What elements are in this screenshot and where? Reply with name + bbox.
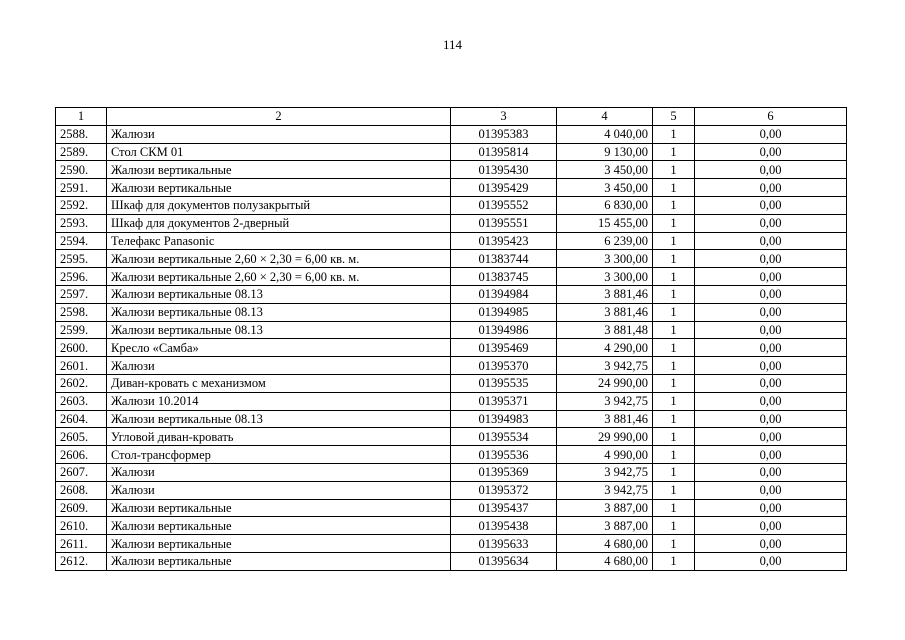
price-cell: 24 990,00 bbox=[557, 374, 653, 392]
inventory-code-cell: 01395552 bbox=[451, 196, 557, 214]
inventory-code-cell: 01394983 bbox=[451, 410, 557, 428]
quantity-cell: 1 bbox=[653, 125, 695, 143]
inventory-code-cell: 01395430 bbox=[451, 161, 557, 179]
table-row bbox=[56, 303, 847, 321]
quantity-cell: 1 bbox=[653, 463, 695, 481]
item-name-cell: Стол СКМ 01 bbox=[107, 143, 451, 161]
inventory-code-cell: 01395469 bbox=[451, 339, 557, 357]
row-number-cell: 2601. bbox=[56, 357, 107, 375]
item-name-cell: Жалюзи вертикальные 2,60 × 2,30 = 6,00 кв. м. bbox=[107, 250, 451, 268]
row-number-cell: 2594. bbox=[56, 232, 107, 250]
quantity-cell: 1 bbox=[653, 374, 695, 392]
quantity-cell: 1 bbox=[653, 517, 695, 535]
table-row bbox=[56, 446, 847, 464]
price-cell: 3 300,00 bbox=[557, 250, 653, 268]
row-number-cell: 2605. bbox=[56, 428, 107, 446]
table-row bbox=[56, 499, 847, 517]
table-row bbox=[56, 428, 847, 446]
residual-value-cell: 0,00 bbox=[695, 463, 847, 481]
column-header-6: 6 bbox=[695, 108, 847, 126]
row-number-cell: 2591. bbox=[56, 179, 107, 197]
residual-value-cell: 0,00 bbox=[695, 250, 847, 268]
quantity-cell: 1 bbox=[653, 357, 695, 375]
residual-value-cell: 0,00 bbox=[695, 446, 847, 464]
item-name-cell: Жалюзи bbox=[107, 357, 451, 375]
residual-value-cell: 0,00 bbox=[695, 517, 847, 535]
quantity-cell: 1 bbox=[653, 179, 695, 197]
quantity-cell: 1 bbox=[653, 143, 695, 161]
residual-value-cell: 0,00 bbox=[695, 535, 847, 553]
price-cell: 3 881,46 bbox=[557, 410, 653, 428]
table-row bbox=[56, 481, 847, 499]
item-name-cell: Жалюзи bbox=[107, 463, 451, 481]
item-name-cell: Жалюзи вертикальные 08.13 bbox=[107, 410, 451, 428]
row-number-cell: 2597. bbox=[56, 285, 107, 303]
quantity-cell: 1 bbox=[653, 446, 695, 464]
item-name-cell: Телефакс Panasonic bbox=[107, 232, 451, 250]
table-row bbox=[56, 410, 847, 428]
inventory-code-cell: 01395437 bbox=[451, 499, 557, 517]
row-number-cell: 2595. bbox=[56, 250, 107, 268]
inventory-code-cell: 01395423 bbox=[451, 232, 557, 250]
quantity-cell: 1 bbox=[653, 428, 695, 446]
row-number-cell: 2596. bbox=[56, 268, 107, 286]
table-row bbox=[56, 392, 847, 410]
page-number: 114 bbox=[442, 37, 463, 52]
price-cell: 3 300,00 bbox=[557, 268, 653, 286]
table-row bbox=[56, 552, 847, 570]
price-cell: 15 455,00 bbox=[557, 214, 653, 232]
row-number-cell: 2606. bbox=[56, 446, 107, 464]
residual-value-cell: 0,00 bbox=[695, 161, 847, 179]
column-header-5: 5 bbox=[653, 108, 695, 126]
residual-value-cell: 0,00 bbox=[695, 125, 847, 143]
item-name-cell: Жалюзи вертикальные bbox=[107, 517, 451, 535]
inventory-code-cell: 01383744 bbox=[451, 250, 557, 268]
quantity-cell: 1 bbox=[653, 161, 695, 179]
item-name-cell: Жалюзи bbox=[107, 125, 451, 143]
inventory-code-cell: 01395371 bbox=[451, 392, 557, 410]
row-number-cell: 2612. bbox=[56, 552, 107, 570]
inventory-code-cell: 01395372 bbox=[451, 481, 557, 499]
inventory-table bbox=[55, 107, 847, 571]
price-cell: 4 680,00 bbox=[557, 535, 653, 553]
inventory-code-cell: 01395551 bbox=[451, 214, 557, 232]
quantity-cell: 1 bbox=[653, 268, 695, 286]
inventory-code-cell: 01394986 bbox=[451, 321, 557, 339]
inventory-code-cell: 01395534 bbox=[451, 428, 557, 446]
row-number-cell: 2592. bbox=[56, 196, 107, 214]
table-row bbox=[56, 339, 847, 357]
item-name-cell: Стол-трансформер bbox=[107, 446, 451, 464]
residual-value-cell: 0,00 bbox=[695, 232, 847, 250]
price-cell: 4 990,00 bbox=[557, 446, 653, 464]
price-cell: 3 942,75 bbox=[557, 392, 653, 410]
row-number-cell: 2589. bbox=[56, 143, 107, 161]
row-number-cell: 2602. bbox=[56, 374, 107, 392]
residual-value-cell: 0,00 bbox=[695, 392, 847, 410]
quantity-cell: 1 bbox=[653, 410, 695, 428]
residual-value-cell: 0,00 bbox=[695, 143, 847, 161]
table-row bbox=[56, 285, 847, 303]
header-row bbox=[56, 108, 847, 126]
inventory-code-cell: 01395633 bbox=[451, 535, 557, 553]
item-name-cell: Угловой диван-кровать bbox=[107, 428, 451, 446]
price-cell: 4 290,00 bbox=[557, 339, 653, 357]
item-name-cell: Жалюзи вертикальные 08.13 bbox=[107, 321, 451, 339]
residual-value-cell: 0,00 bbox=[695, 410, 847, 428]
residual-value-cell: 0,00 bbox=[695, 214, 847, 232]
price-cell: 3 887,00 bbox=[557, 517, 653, 535]
quantity-cell: 1 bbox=[653, 196, 695, 214]
residual-value-cell: 0,00 bbox=[695, 303, 847, 321]
quantity-cell: 1 bbox=[653, 232, 695, 250]
table-row bbox=[56, 517, 847, 535]
residual-value-cell: 0,00 bbox=[695, 179, 847, 197]
quantity-cell: 1 bbox=[653, 499, 695, 517]
item-name-cell: Жалюзи вертикальные 08.13 bbox=[107, 303, 451, 321]
quantity-cell: 1 bbox=[653, 481, 695, 499]
quantity-cell: 1 bbox=[653, 303, 695, 321]
item-name-cell: Жалюзи 10.2014 bbox=[107, 392, 451, 410]
price-cell: 3 450,00 bbox=[557, 179, 653, 197]
row-number-cell: 2611. bbox=[56, 535, 107, 553]
price-cell: 3 450,00 bbox=[557, 161, 653, 179]
inventory-code-cell: 01383745 bbox=[451, 268, 557, 286]
inventory-code-cell: 01395536 bbox=[451, 446, 557, 464]
column-header-3: 3 bbox=[451, 108, 557, 126]
table-row bbox=[56, 321, 847, 339]
price-cell: 4 040,00 bbox=[557, 125, 653, 143]
table-row bbox=[56, 125, 847, 143]
row-number-cell: 2609. bbox=[56, 499, 107, 517]
residual-value-cell: 0,00 bbox=[695, 196, 847, 214]
row-number-cell: 2607. bbox=[56, 463, 107, 481]
residual-value-cell: 0,00 bbox=[695, 285, 847, 303]
table-row bbox=[56, 214, 847, 232]
row-number-cell: 2603. bbox=[56, 392, 107, 410]
inventory-code-cell: 01395369 bbox=[451, 463, 557, 481]
column-header-4: 4 bbox=[557, 108, 653, 126]
row-number-cell: 2608. bbox=[56, 481, 107, 499]
quantity-cell: 1 bbox=[653, 250, 695, 268]
table-header bbox=[56, 108, 847, 126]
residual-value-cell: 0,00 bbox=[695, 357, 847, 375]
price-cell: 6 830,00 bbox=[557, 196, 653, 214]
table-row bbox=[56, 374, 847, 392]
residual-value-cell: 0,00 bbox=[695, 339, 847, 357]
residual-value-cell: 0,00 bbox=[695, 374, 847, 392]
item-name-cell: Жалюзи вертикальные bbox=[107, 179, 451, 197]
table-row bbox=[56, 268, 847, 286]
residual-value-cell: 0,00 bbox=[695, 481, 847, 499]
residual-value-cell: 0,00 bbox=[695, 499, 847, 517]
item-name-cell: Жалюзи вертикальные bbox=[107, 161, 451, 179]
item-name-cell: Жалюзи bbox=[107, 481, 451, 499]
row-number-cell: 2599. bbox=[56, 321, 107, 339]
inventory-code-cell: 01394984 bbox=[451, 285, 557, 303]
price-cell: 6 239,00 bbox=[557, 232, 653, 250]
residual-value-cell: 0,00 bbox=[695, 321, 847, 339]
item-name-cell: Жалюзи вертикальные 08.13 bbox=[107, 285, 451, 303]
price-cell: 3 881,48 bbox=[557, 321, 653, 339]
inventory-code-cell: 01394985 bbox=[451, 303, 557, 321]
table-row bbox=[56, 357, 847, 375]
quantity-cell: 1 bbox=[653, 214, 695, 232]
row-number-cell: 2590. bbox=[56, 161, 107, 179]
row-number-cell: 2604. bbox=[56, 410, 107, 428]
column-header-1: 1 bbox=[56, 108, 107, 126]
inventory-code-cell: 01395383 bbox=[451, 125, 557, 143]
table-row bbox=[56, 250, 847, 268]
inventory-code-cell: 01395634 bbox=[451, 552, 557, 570]
inventory-code-cell: 01395429 bbox=[451, 179, 557, 197]
table-row bbox=[56, 196, 847, 214]
price-cell: 3 881,46 bbox=[557, 303, 653, 321]
residual-value-cell: 0,00 bbox=[695, 428, 847, 446]
inventory-code-cell: 01395438 bbox=[451, 517, 557, 535]
table-row bbox=[56, 232, 847, 250]
price-cell: 3 942,75 bbox=[557, 357, 653, 375]
inventory-code-cell: 01395370 bbox=[451, 357, 557, 375]
item-name-cell: Жалюзи вертикальные bbox=[107, 552, 451, 570]
price-cell: 3 942,75 bbox=[557, 463, 653, 481]
row-number-cell: 2593. bbox=[56, 214, 107, 232]
price-cell: 29 990,00 bbox=[557, 428, 653, 446]
residual-value-cell: 0,00 bbox=[695, 268, 847, 286]
price-cell: 3 887,00 bbox=[557, 499, 653, 517]
inventory-code-cell: 01395814 bbox=[451, 143, 557, 161]
column-header-2: 2 bbox=[107, 108, 451, 126]
item-name-cell: Жалюзи вертикальные bbox=[107, 535, 451, 553]
inventory-code-cell: 01395535 bbox=[451, 374, 557, 392]
quantity-cell: 1 bbox=[653, 535, 695, 553]
price-cell: 3 942,75 bbox=[557, 481, 653, 499]
quantity-cell: 1 bbox=[653, 339, 695, 357]
price-cell: 3 881,46 bbox=[557, 285, 653, 303]
table-body bbox=[56, 125, 847, 570]
table-row bbox=[56, 535, 847, 553]
row-number-cell: 2610. bbox=[56, 517, 107, 535]
quantity-cell: 1 bbox=[653, 321, 695, 339]
table-row bbox=[56, 463, 847, 481]
table-row bbox=[56, 143, 847, 161]
item-name-cell: Шкаф для документов 2-дверный bbox=[107, 214, 451, 232]
item-name-cell: Диван-кровать с механизмом bbox=[107, 374, 451, 392]
quantity-cell: 1 bbox=[653, 392, 695, 410]
table-row bbox=[56, 179, 847, 197]
row-number-cell: 2600. bbox=[56, 339, 107, 357]
row-number-cell: 2598. bbox=[56, 303, 107, 321]
residual-value-cell: 0,00 bbox=[695, 552, 847, 570]
item-name-cell: Жалюзи вертикальные bbox=[107, 499, 451, 517]
item-name-cell: Жалюзи вертикальные 2,60 × 2,30 = 6,00 кв. м. bbox=[107, 268, 451, 286]
price-cell: 9 130,00 bbox=[557, 143, 653, 161]
table-row bbox=[56, 161, 847, 179]
item-name-cell: Шкаф для документов полузакрытый bbox=[107, 196, 451, 214]
quantity-cell: 1 bbox=[653, 552, 695, 570]
item-name-cell: Кресло «Самба» bbox=[107, 339, 451, 357]
price-cell: 4 680,00 bbox=[557, 552, 653, 570]
quantity-cell: 1 bbox=[653, 285, 695, 303]
row-number-cell: 2588. bbox=[56, 125, 107, 143]
